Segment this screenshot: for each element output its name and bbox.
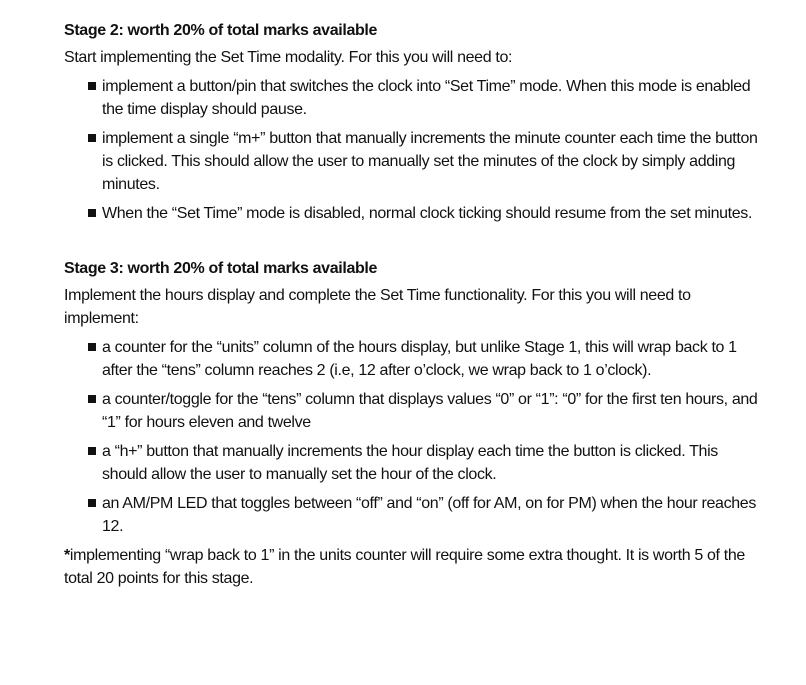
stage-3-section [64, 257, 764, 590]
note-asterisk: * [64, 547, 70, 564]
stage-2-section [64, 19, 764, 225]
stage-2-intro: Start implementing the Set Time modality. For this you will need to: [64, 49, 513, 66]
stage-3-note [64, 544, 764, 590]
list-item-text: an AM/PM LED that toggles between “off” and “on” (off for AM, on for PM) when the hour reaches 12. [102, 495, 756, 535]
list-item [64, 336, 764, 382]
list-item [64, 388, 764, 434]
square-bullet-icon [88, 395, 96, 403]
section-spacer [64, 231, 764, 257]
square-bullet-icon [88, 82, 96, 90]
document-page [64, 19, 764, 590]
square-bullet-icon [88, 343, 96, 351]
stage-3-heading: Stage 3: worth 20% of total marks available [64, 260, 378, 277]
square-bullet-icon [88, 499, 96, 507]
list-item-text: a “h+” button that manually increments the hour display each time the button is clicked. This should allow the user to manually set the hour of the clock. [102, 443, 718, 483]
square-bullet-icon [88, 447, 96, 455]
stage-2-heading: Stage 2: worth 20% of total marks available [64, 22, 378, 39]
stage-2-bullet-list [64, 75, 764, 225]
list-item [64, 440, 764, 486]
stage-3-intro: Implement the hours display and complete the Set Time functionality. For this you will need to implement: [64, 287, 691, 327]
list-item-text: implement a button/pin that switches the clock into “Set Time” mode. When this mode is enabled the time display should pause. [102, 78, 751, 118]
square-bullet-icon [88, 134, 96, 142]
list-item-text: a counter/toggle for the “tens” column that displays values “0” or “1”: “0” for the first ten hours, and “1” for hours eleven and twelve [102, 391, 758, 431]
list-item [64, 202, 764, 225]
list-item-text: a counter for the “units” column of the hours display, but unlike Stage 1, this will wrap back to 1 after the “tens” column reaches 2 (i.e, 12 after o’clock, we wrap back to 1 o’clock). [102, 339, 737, 379]
list-item [64, 492, 764, 538]
square-bullet-icon [88, 209, 96, 217]
stage-3-bullet-list [64, 336, 764, 538]
list-item [64, 75, 764, 121]
list-item-text: implement a single “m+” button that manually increments the minute counter each time the button is clicked. This should allow the user to manually set the minutes of the clock by simply adding minutes. [102, 130, 758, 193]
note-text: implementing “wrap back to 1” in the units counter will require some extra thought. It is worth 5 of the total 20 points for this stage. [64, 547, 745, 587]
list-item-text: When the “Set Time” mode is disabled, normal clock ticking should resume from the set minutes. [102, 205, 753, 222]
list-item [64, 127, 764, 196]
